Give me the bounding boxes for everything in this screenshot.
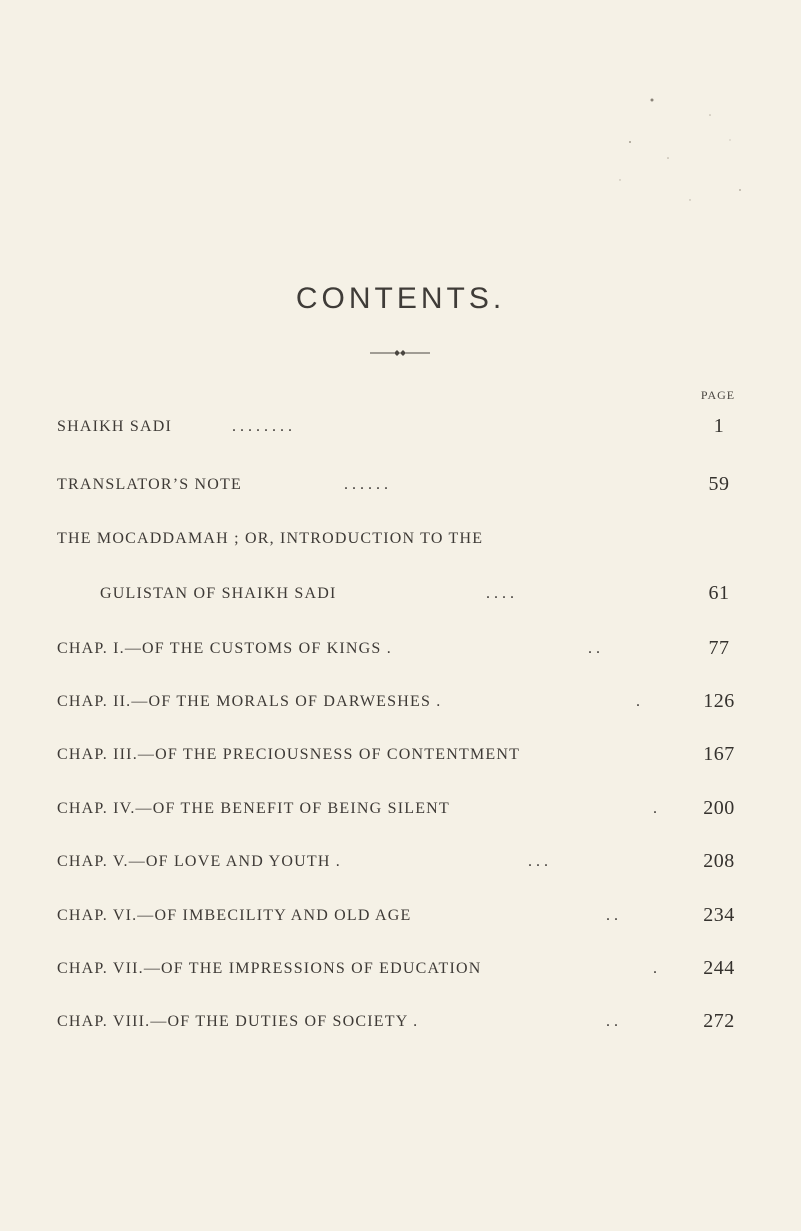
toc-entry-leader: . . — [606, 1013, 618, 1030]
toc-entry-label: CHAP. I.—OF THE CUSTOMS OF KINGS . — [57, 640, 392, 657]
toc-entry — [0, 637, 801, 670]
toc-entry-label: CHAP. VIII.—OF THE DUTIES OF SOCIETY . — [57, 1013, 419, 1030]
toc-entry-label: CHAP. VII.—OF THE IMPRESSIONS OF EDUCATION — [57, 960, 482, 977]
page-title: CONTENTS. — [295, 282, 506, 315]
toc-entry-label: SHAIKH SADI — [57, 418, 172, 435]
toc-entry-page: 77 — [708, 637, 730, 659]
divider-ornament-icon — [370, 348, 430, 358]
paper-specks — [590, 70, 760, 230]
toc-entry — [0, 904, 801, 937]
toc-entry-page: 200 — [703, 797, 735, 819]
toc-entry-leader: . . . . . . — [344, 476, 388, 493]
toc-entry-leader: . . . . — [486, 585, 514, 602]
toc-entry-leader: . — [653, 800, 657, 817]
toc-entry-page: 167 — [703, 743, 735, 765]
toc-entry-leader: . . — [588, 640, 600, 657]
toc-entry — [0, 743, 801, 776]
toc-entry-page: 234 — [703, 904, 735, 926]
toc-entry-leader: . — [653, 960, 657, 977]
toc-entry-label: TRANSLATOR’S NOTE — [57, 476, 243, 493]
toc-entry-leader: . — [636, 693, 640, 710]
toc-entry-leader: . . — [606, 907, 618, 924]
toc-entry-page: 1 — [713, 415, 725, 437]
toc-entry-leader: . . . — [528, 853, 548, 870]
toc-entry — [0, 530, 801, 560]
toc-entry — [0, 957, 801, 990]
toc-entry-leader: . . . . . . . . — [232, 418, 292, 435]
toc-entry — [0, 850, 801, 883]
toc-entry-page: 61 — [708, 582, 730, 604]
toc-entry-page: 59 — [708, 473, 730, 495]
toc-entry — [0, 797, 801, 830]
toc-entry-page: 208 — [703, 850, 735, 872]
toc-entry-label: CHAP. V.—OF LOVE AND YOUTH . — [57, 853, 341, 870]
toc-entry-label: CHAP. III.—OF THE PRECIOUSNESS OF CONTENTMENT — [57, 746, 521, 763]
toc-entry — [0, 582, 801, 615]
toc-entry-label: GULISTAN OF SHAIKH SADI — [100, 585, 337, 602]
toc-entry — [0, 473, 801, 506]
toc-entry — [0, 415, 801, 448]
toc-entry — [0, 1010, 801, 1043]
toc-entry-page: 244 — [703, 957, 735, 979]
toc-entry — [0, 690, 801, 723]
toc-entry-label: CHAP. II.—OF THE MORALS OF DARWESHES . — [57, 693, 442, 710]
toc-entry-label: CHAP. VI.—OF IMBECILITY AND OLD AGE — [57, 907, 412, 924]
page-column-header: PAGE — [700, 388, 736, 402]
toc-entry-label: THE MOCADDAMAH ; OR, INTRODUCTION TO THE — [57, 530, 484, 547]
toc-entry-page: 272 — [703, 1010, 735, 1032]
toc-entry-label: CHAP. IV.—OF THE BENEFIT OF BEING SILENT — [57, 800, 450, 817]
toc-entry-page: 126 — [703, 690, 735, 712]
